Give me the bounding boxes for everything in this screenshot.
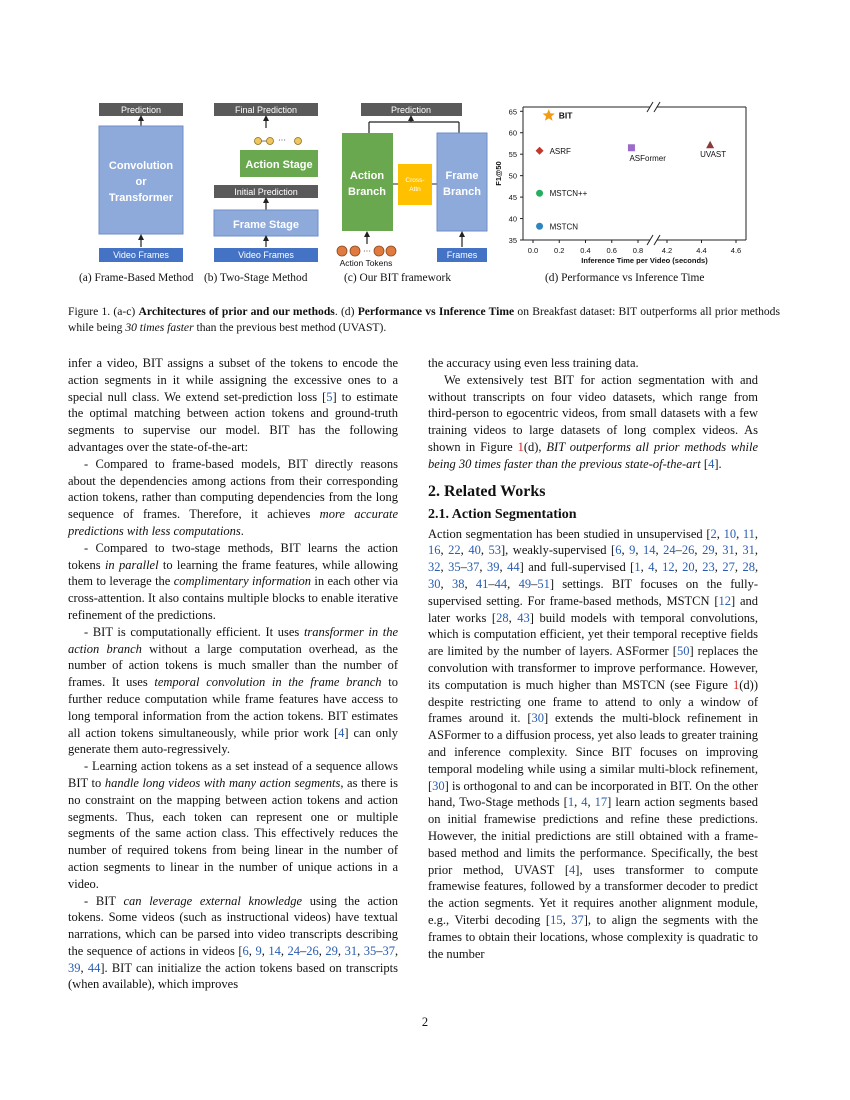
paragraph: - BIT can leverage external knowledge using the action tokens. Some videos (such as instructional videos) have textual narrations, which can be parsed into video transcripts describing the sequence of actions in videos [6, 9, 14, 24–26, 29, 31, 35–37, 39, 44]. BIT can initialize the action tokens based on transcripts (when available), which improves: [68, 893, 399, 992]
point-label-asrf: ASRF: [549, 146, 571, 156]
y-tick-label: 50: [508, 171, 517, 181]
y-tick-label: 60: [508, 128, 517, 138]
figure-caption: Figure 1. (a-c) Architectures of prior and our methods. (d) Performance vs Inference Time on Breakfast dataset: BIT outperforms all prior methods while being 30 times faster than the previous best method (UVAST).: [68, 305, 780, 334]
panel-b-input-label: Video Frames: [238, 250, 294, 260]
panel-a-model-label-1: Convolution: [108, 160, 174, 172]
y-tick-label: 55: [508, 150, 517, 160]
x-tick-label: 0.4: [580, 246, 591, 255]
point-mstcn-circle-marker: [536, 223, 543, 230]
x-tick-label: 4.2: [661, 246, 673, 255]
panel-a-model-label-2: or: [135, 176, 147, 188]
panel-c-cross-attn-1: Cross-: [405, 177, 425, 184]
left-column: [68, 355, 398, 993]
panel-c: [337, 103, 487, 268]
caption-d: (d) Performance vs Inference Time: [545, 272, 705, 284]
point-label-uvast: UVAST: [700, 149, 727, 159]
figure-1: [0, 0, 850, 300]
point-bit-star-marker: [543, 109, 555, 121]
paragraph: - Compared to two-stage methods, BIT learns the action tokens in parallel to learning the frame features, while allowing them to leverage the complimentary information in each other via cross-attention. It also contains multiple blocks to enable iterative refinement of the predictions.: [68, 540, 399, 622]
caption-c: (c) Our BIT framework: [344, 272, 452, 284]
panel-a-input-label: Video Frames: [113, 250, 169, 260]
section-heading: 2. Related Works: [428, 482, 546, 500]
panel-b-initial-prediction: Initial Prediction: [234, 187, 298, 197]
right-column: [428, 355, 758, 962]
panel-b-action-stage: Action Stage: [245, 159, 313, 171]
svg-text:···: ···: [363, 247, 371, 256]
paragraph: Action segmentation has been studied in unsupervised [2, 10, 11, 16, 22, 40, 53], weakly-supervised [6, 9, 14, 24–26, 29, 31, 31, 32, 35–37, 39, 44] and full-supervised [1, 4, 12, 20, 23, 27, 28, 30, 38, 41–44, 49–51] settings. BIT focuses on the fully-supervised setting. For frame-based methods, MSTCN [12] and later works [28, 43] build models with temporal convolutions, which is computation efficient, yet their temporal receptive fields are limited by the number of layers. ASFormer [50] replaces the convolution with transformer to improve performance. However, its computation is much higher than MSTCN (see Figure 1(d)) despite restricting one frame to attend to only a window of frames around it. [30] extends the multi-block refinement in ASFormer to a diffusion process, yet also leads to greater training and inference complexity. Since BIT focuses on improving temporal modeling while using a similar multi-block refinement, [30] is orthogonal to and can be incorporated in BIT. On the other hand, Two-Stage methods [1, 4, 17] learn action segments based on initial framewise predictions and refine these predictions. However, the initial predictions are still obtained with a frame-based method and limits the performance. Specifically, the best prior method, UVAST [4], uses transformer to compute framewise features, followed by a transformer decoder to predict the action segments. Yet it requires another alignment module, e.g., Viterbi decoding [15, 37], to align the segments with the frames to obtain their locations, whose complexity is quadratic to the number: [428, 526, 759, 961]
paragraph: - Learning action tokens as a set instead of a sequence allows BIT to handle long videos with many action segments, as there is no constraint on the mapping between action tokens and action segments. Thus, each token can represent one or multiple segments of the same action class. This effectively reduces the number of required tokens from being linear in the number of action segments to linear in the number of unique actions in a video.: [68, 759, 398, 891]
paragraph: We extensively test BIT for action segmentation with and without transcripts on four video datasets, which range from third-person to egocentric videos, from small datasets with a few training videos to large datasets of long complex videos. As shown in Figure 1(d), BIT outperforms all prior methods while being 30 times faster than the previous state-of-the-art [4].: [428, 372, 759, 471]
paragraph: - Compared to frame-based models, BIT directly reasons about the dependencies among actions from their corresponding action tokens, rather than computing dependencies from the long sequence of frames. Therefore, it achieves more accurate predictions with less computations.: [68, 456, 398, 538]
y-tick-label: 35: [508, 236, 517, 245]
subsection-heading: 2.1. Action Segmentation: [428, 506, 577, 522]
paragraph: infer a video, BIT assigns a subset of the tokens to encode the action segments in it while assigning the excessive ones to a special null class. We extend set-prediction loss [5] to estimate the optimal matching between action tokens and ground-truth segments to supervise our model. BIT has the following advantages over the state-of-the-art:: [68, 356, 398, 454]
x-tick-label: 0.0: [527, 246, 539, 255]
point-uvast-triangle-marker: [706, 141, 714, 149]
panel-c-frame-branch-2: Branch: [443, 186, 481, 198]
paragraph: - BIT is computationally efficient. It uses transformer in the action branch without a large computation overhead, as the number of action tokens is much smaller than the number of frames. It uses temporal convolution in the frame branch to further reduce computation while frame features have access to long temporal information from the action tokens. BIT estimates all action tokens simultaneously, while prior work [4] can only generate them auto-regressively.: [68, 624, 398, 757]
panel-c-prediction: Prediction: [390, 105, 432, 115]
panel-b-final-prediction: Final Prediction: [234, 105, 298, 115]
point-label-mstcn: MSTCN: [549, 222, 579, 232]
panel-c-frames: Frames: [446, 250, 478, 260]
point-label-asformer: ASFormer: [629, 153, 666, 163]
panel-a-model-label-3: Transformer: [108, 192, 174, 204]
point-asformer-square-marker: [628, 144, 635, 151]
panel-c-action-branch-1: Action: [349, 170, 385, 182]
page-number: 2: [421, 1015, 429, 1029]
x-tick-label: 0.6: [606, 246, 617, 255]
x-tick-label: 4.4: [696, 246, 707, 255]
panel-a: [99, 103, 183, 262]
caption-b: (b) Two-Stage Method: [204, 272, 308, 284]
y-axis-label: F1@50: [494, 161, 503, 186]
panel-b-frame-stage: Frame Stage: [232, 219, 300, 231]
caption-a: (a) Frame-Based Method: [79, 272, 194, 284]
point-label-mstcn-plus-plus: MSTCN++: [549, 189, 588, 199]
y-tick-label: 65: [508, 107, 517, 117]
paragraph: the accuracy using even less training data.: [428, 356, 639, 370]
point-asrf-diamond-marker: [536, 147, 544, 155]
panel-c-cross-attn-2: Attn: [409, 186, 421, 193]
point-mstcn-plus-plus-circle-marker: [536, 190, 543, 197]
panel-c-action-branch-2: Branch: [348, 186, 386, 198]
panel-b: [214, 103, 318, 262]
x-axis-label: Inference Time per Video (seconds): [581, 256, 708, 265]
point-label-bit: BIT: [558, 110, 573, 121]
panel-d-chart: [494, 102, 746, 265]
panel-c-action-tokens: Action Tokens: [339, 258, 393, 268]
y-tick-label: 40: [508, 214, 517, 224]
y-tick-label: 45: [508, 193, 517, 203]
panel-a-prediction-label: Prediction: [120, 105, 162, 115]
svg-text:···: ···: [278, 136, 286, 145]
x-tick-label: 0.2: [554, 246, 565, 255]
x-tick-label: 4.6: [730, 246, 742, 255]
x-tick-label: 0.8: [632, 246, 644, 255]
panel-c-frame-branch-1: Frame: [445, 170, 479, 182]
